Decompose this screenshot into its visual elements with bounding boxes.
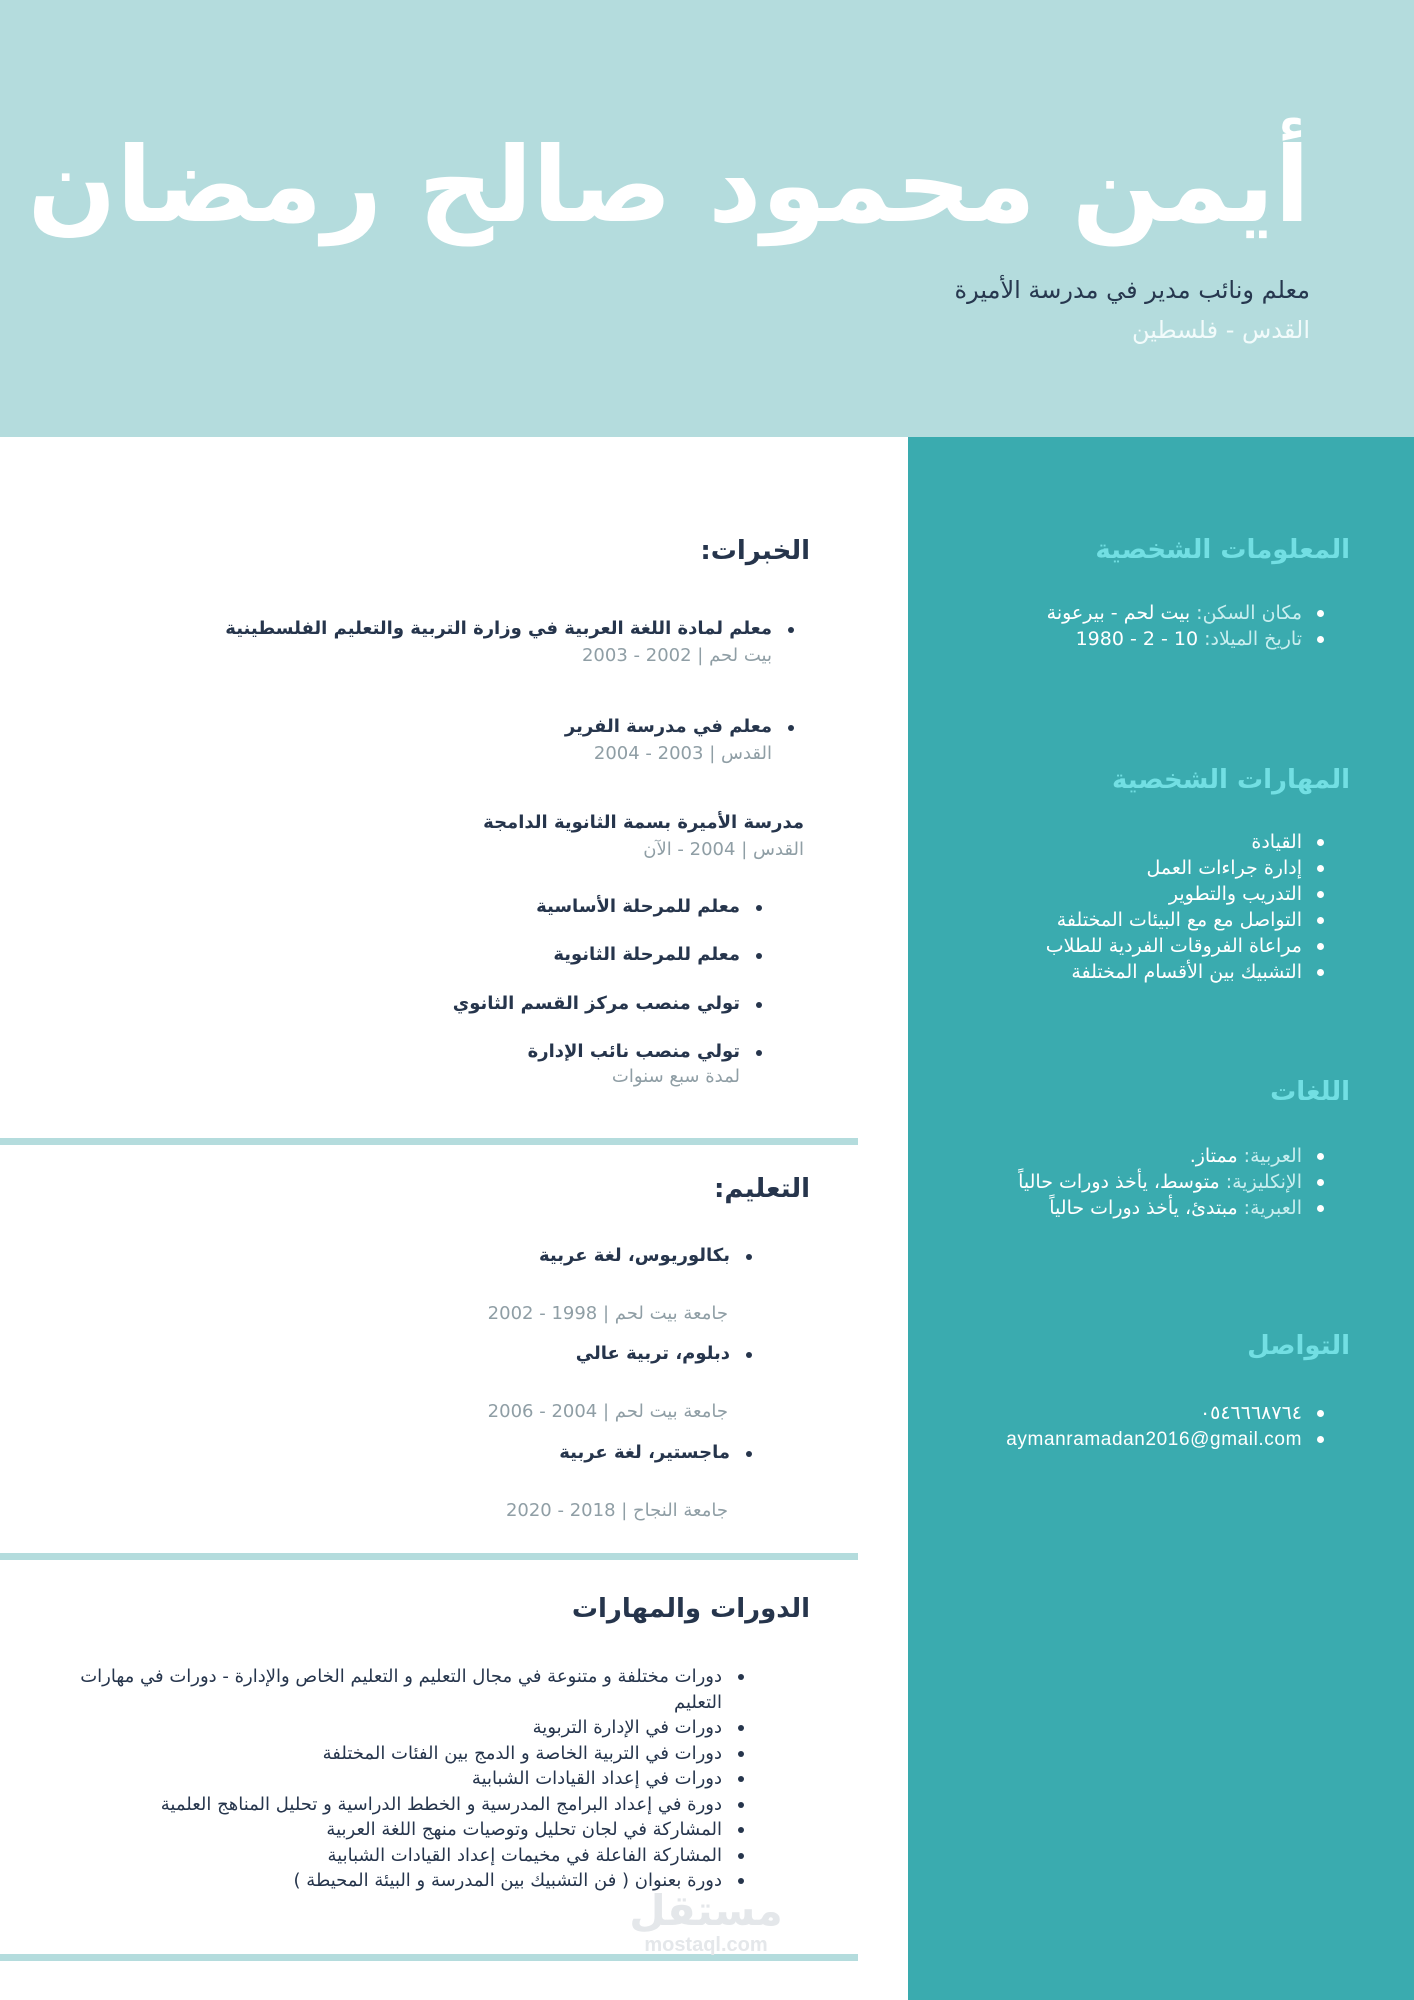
list-item: دورات في التربية الخاصة و الدمج بين الفئات المختلفة <box>46 1741 746 1767</box>
list-item: دورة بعنوان ( فن التشبيك بين المدرسة و البيئة المحيطة ) <box>46 1868 746 1894</box>
list-item: التواصل مع مع البيئات المختلفة <box>926 907 1326 933</box>
role-title: معلم للمرحلة الأساسية <box>536 896 764 917</box>
list-item: العبرية: مبتدئ، يأخذ دورات حالياً <box>926 1195 1326 1221</box>
education-degree: دبلوم، تربية عالي <box>576 1343 754 1364</box>
experience-item <box>565 716 796 764</box>
languages-heading: اللغات <box>1270 1077 1350 1107</box>
languages-list <box>926 1143 1326 1221</box>
education-degree: بكالوريوس، لغة عربية <box>539 1245 754 1266</box>
education-degree: ماجستير، لغة عربية <box>559 1442 754 1463</box>
experience-details: القدس | 2004 - الآن <box>643 839 804 860</box>
experience-item <box>483 812 804 860</box>
location: القدس - فلسطين <box>1132 316 1310 344</box>
education-heading: التعليم: <box>714 1174 810 1204</box>
role-note: لمدة سبع سنوات <box>611 1066 740 1087</box>
experience-title: مدرسة الأميرة بسمة الثانوية الدامجة <box>483 812 804 833</box>
role-item <box>536 896 764 917</box>
education-item <box>576 1343 754 1364</box>
role-item <box>453 993 764 1014</box>
role-item <box>553 944 764 965</box>
personal-skills-list <box>926 829 1326 985</box>
list-item: دورات مختلفة و متنوعة في مجال التعليم و التعليم الخاص والإدارة - دورات في مهارات التعليم <box>46 1664 746 1715</box>
contact-list <box>926 1400 1326 1452</box>
list-item: دورة في إعداد البرامج المدرسية و الخطط الدراسية و تحليل المناهج العلمية <box>46 1792 746 1818</box>
experience-title: معلم لمادة اللغة العربية في وزارة التربية والتعليم الفلسطينية <box>225 618 796 639</box>
contact-heading: التواصل <box>1247 1331 1350 1361</box>
list-item: إدارة جراءات العمل <box>926 855 1326 881</box>
header-banner <box>0 0 1414 437</box>
personal-skills-heading: المهارات الشخصية <box>1112 765 1350 795</box>
list-item: مكان السكن: بيت لحم - بيرعونة <box>926 600 1326 626</box>
education-item <box>559 1442 754 1463</box>
list-item: العربية: ممتاز. <box>926 1143 1326 1169</box>
mostaql-watermark: مستقل mostaql.com <box>629 1886 783 1956</box>
role-item <box>528 1041 764 1087</box>
experience-details: بيت لحم | 2002 - 2003 <box>581 645 772 666</box>
list-item: التدريب والتطوير <box>926 881 1326 907</box>
education-details: جامعة بيت لحم | 2004 - 2006 <box>487 1401 728 1422</box>
education-details: جامعة بيت لحم | 1998 - 2002 <box>487 1303 728 1324</box>
job-title: معلم ونائب مدير في مدرسة الأميرة <box>954 276 1310 304</box>
education-item <box>539 1245 754 1266</box>
sidebar <box>908 437 1414 2000</box>
list-item: القيادة <box>926 829 1326 855</box>
list-item: دورات في الإدارة التربوية <box>46 1715 746 1741</box>
experience-heading: الخبرات: <box>700 536 810 566</box>
personal-info-heading: المعلومات الشخصية <box>1095 535 1350 565</box>
experience-item <box>225 618 796 666</box>
personal-info-list <box>926 600 1326 652</box>
list-item: المشاركة الفاعلة في مخيمات إعداد القيادات الشبابية <box>46 1843 746 1869</box>
list-item: دورات في إعداد القيادات الشبابية <box>46 1766 746 1792</box>
courses-list <box>46 1664 746 1894</box>
list-item: مراعاة الفروقات الفردية للطلاب <box>926 933 1326 959</box>
experience-details: القدس | 2003 - 2004 <box>593 743 772 764</box>
education-details: جامعة النجاح | 2018 - 2020 <box>505 1500 728 1521</box>
phone-number: ٠٥٤٦٦٦٨٧٦٤ <box>926 1400 1326 1426</box>
section-divider <box>0 1138 858 1145</box>
role-title: تولي منصب مركز القسم الثانوي <box>453 993 764 1014</box>
section-divider <box>0 1553 858 1560</box>
list-item: المشاركة في لجان تحليل وتوصيات منهج اللغة العربية <box>46 1817 746 1843</box>
email-address[interactable]: aymanramadan2016@gmail.com <box>926 1426 1326 1452</box>
list-item: التشبيك بين الأقسام المختلفة <box>926 959 1326 985</box>
experience-title: معلم في مدرسة الفرير <box>565 716 796 737</box>
courses-heading: الدورات والمهارات <box>571 1594 810 1624</box>
person-name: أيمن محمود صالح رمضان <box>27 124 1310 246</box>
list-item: الإنكليزية: متوسط، يأخذ دورات حالياً <box>926 1169 1326 1195</box>
role-title: تولي منصب نائب الإدارة <box>528 1041 764 1062</box>
list-item: تاريخ الميلاد: 10 - 2 - 1980 <box>926 626 1326 652</box>
role-title: معلم للمرحلة الثانوية <box>553 944 764 965</box>
